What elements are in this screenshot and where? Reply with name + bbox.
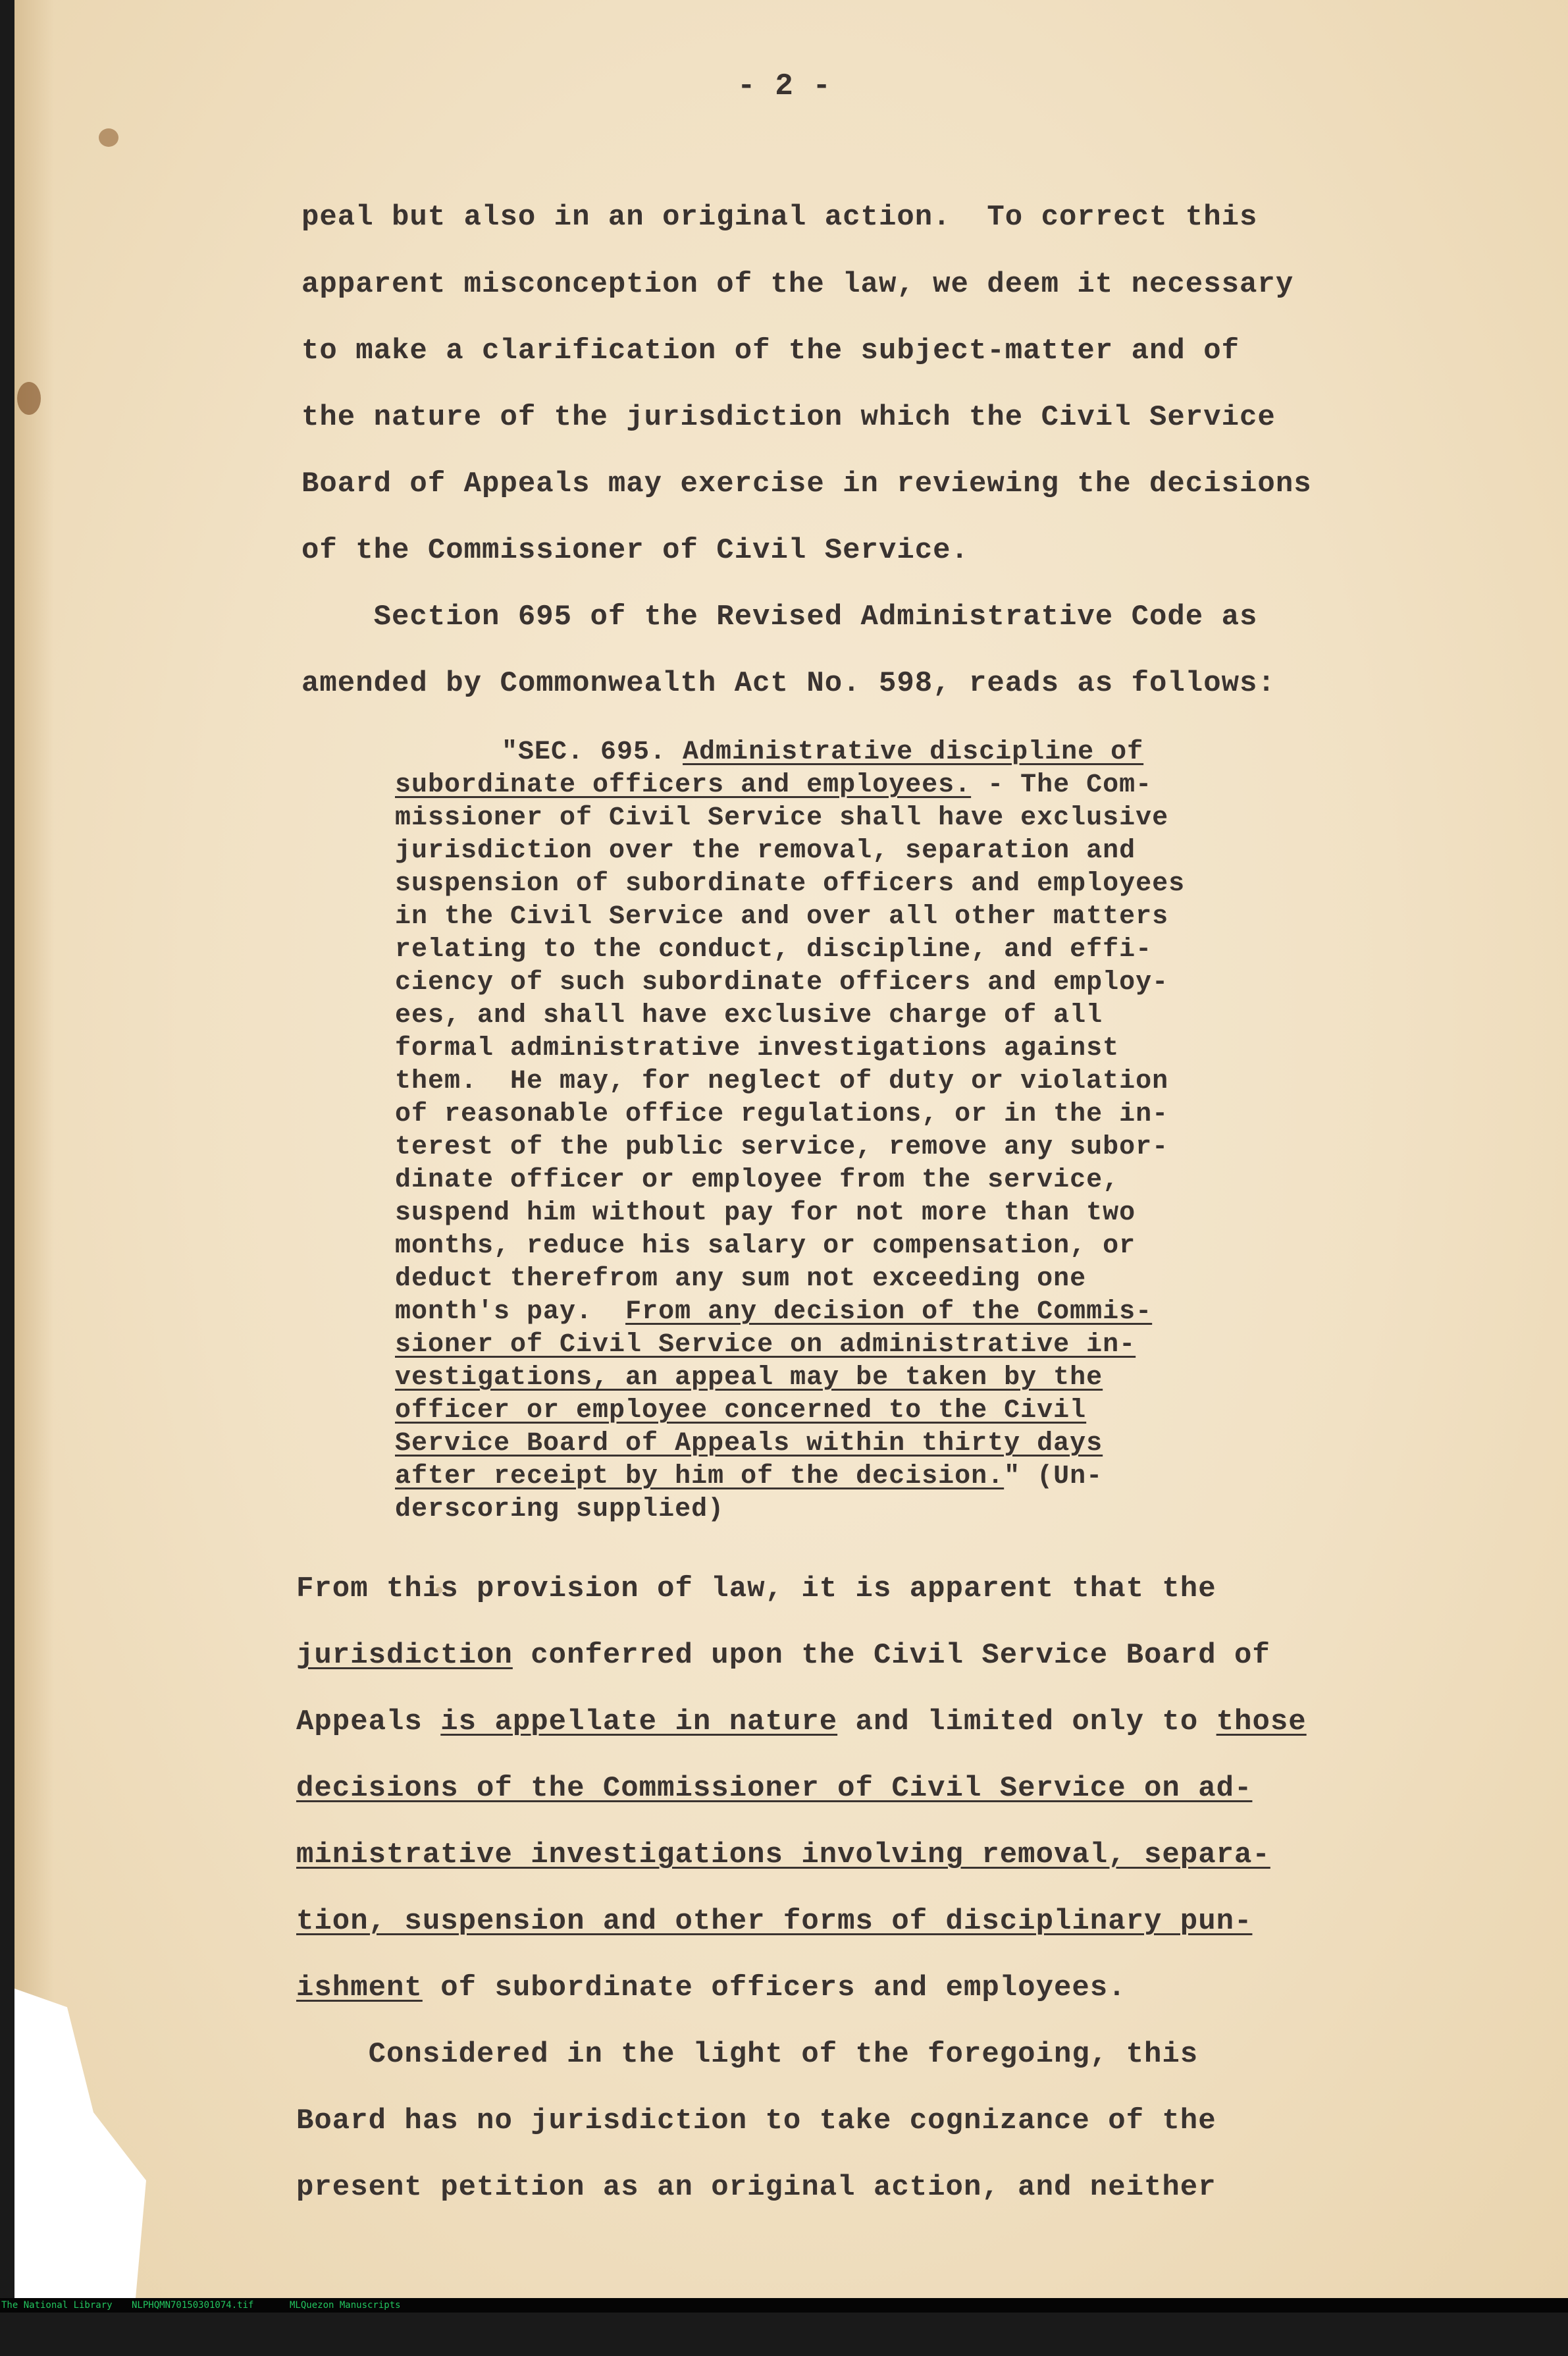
quote-line: deduct therefrom any sum not exceeding one (395, 1264, 1087, 1294)
quote-line: after receipt by him of the decision." (Un- (395, 1462, 1103, 1491)
text-line: apparent misconception of the law, we deem it necessary (301, 268, 1294, 301)
quote-line: month's pay. From any decision of the Commis- (395, 1297, 1153, 1327)
quote-line: derscoring supplied) (395, 1495, 725, 1524)
text-line: Board has no jurisdiction to take cognizance of the (296, 2104, 1216, 2137)
page-number: - 2 - (737, 69, 832, 103)
footer-filename: NLPHQMN70150301074.tif (132, 2300, 254, 2311)
text-line: From this provision of law, it is apparent that the (296, 1572, 1216, 1605)
quote-line: subordinate officers and employees. - The Com- (395, 770, 1153, 800)
quote-line: sioner of Civil Service on administrative in- (395, 1330, 1136, 1360)
text-line: tion, suspension and other forms of disciplinary pun- (296, 1905, 1253, 1938)
text-line: peal but also in an original action. To correct this (301, 201, 1258, 234)
stain-mark (99, 128, 118, 147)
quote-line: dinate officer or employee from the service, (395, 1165, 1120, 1195)
text-line: ishment of subordinate officers and employees. (296, 1971, 1126, 2004)
quote-line: them. He may, for neglect of duty or violation (395, 1067, 1169, 1096)
quote-line: jurisdiction over the removal, separation and (395, 836, 1136, 866)
text-line: Section 695 of the Revised Administrative Code as (301, 601, 1258, 633)
torn-corner (14, 1989, 146, 2298)
text-line: Considered in the light of the foregoing, this (296, 2038, 1199, 2071)
text-line: jurisdiction conferred upon the Civil Service Board of (296, 1639, 1270, 1672)
quote-line: ciency of such subordinate officers and employ- (395, 968, 1169, 998)
text-line: amended by Commonwealth Act No. 598, reads as follows: (301, 667, 1276, 700)
footer-library: The National Library (1, 2300, 113, 2311)
text-line: decisions of the Commissioner of Civil Service on ad- (296, 1772, 1253, 1805)
quote-line: formal administrative investigations against (395, 1034, 1120, 1063)
text-line: Appeals is appellate in nature and limited only to those (296, 1705, 1307, 1738)
quote-line: officer or employee concerned to the Civil (395, 1396, 1087, 1426)
scan-footer (0, 2298, 1568, 2313)
text-line: to make a clarification of the subject-matter and of (301, 335, 1240, 367)
quote-line: vestigations, an appeal may be taken by the (395, 1363, 1103, 1393)
footer-collection: MLQuezon Manuscripts (290, 2300, 401, 2311)
text-line: the nature of the jurisdiction which the Civil Service (301, 401, 1276, 434)
quote-line: suspension of subordinate officers and employees (395, 869, 1186, 899)
quote-line: in the Civil Service and over all other matters (395, 902, 1169, 932)
text-line: Board of Appeals may exercise in reviewing the decisions (301, 468, 1312, 500)
quote-line: missioner of Civil Service shall have exclusive (395, 803, 1169, 833)
quote-line: ees, and shall have exclusive charge of all (395, 1001, 1103, 1031)
quote-line: "SEC. 695. Administrative discipline of (502, 737, 1144, 767)
stain-mark (17, 382, 41, 415)
text-line: ministrative investigations involving removal, separa- (296, 1838, 1270, 1871)
text-line: of the Commissioner of Civil Service. (301, 534, 969, 567)
quote-line: months, reduce his salary or compensation, or (395, 1231, 1136, 1261)
text-line: present petition as an original action, and neither (296, 2171, 1216, 2204)
quote-line: of reasonable office regulations, or in the in- (395, 1100, 1169, 1129)
quote-line: Service Board of Appeals within thirty days (395, 1429, 1103, 1459)
quote-line: terest of the public service, remove any subor- (395, 1133, 1169, 1162)
quote-line: suspend him without pay for not more than two (395, 1198, 1136, 1228)
quote-line: relating to the conduct, discipline, and effi- (395, 935, 1153, 965)
